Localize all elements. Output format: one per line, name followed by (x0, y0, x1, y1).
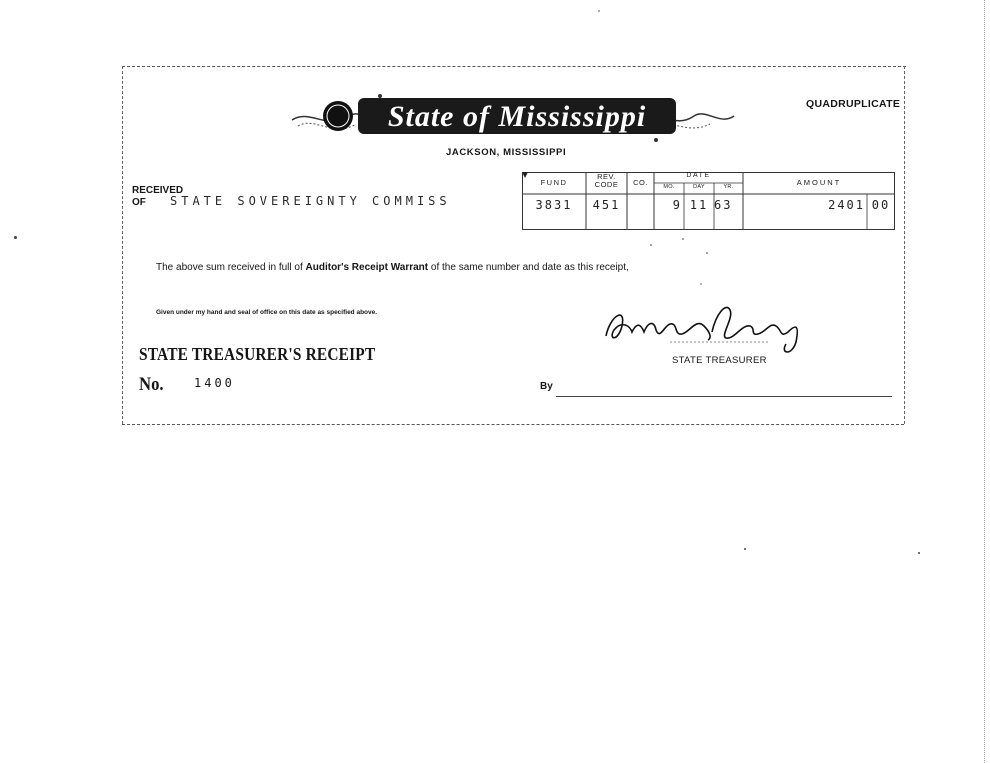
svg-text:State of Mississippi: State of Mississippi (387, 100, 647, 133)
day-value: 11 (689, 198, 709, 212)
year-value: 63 (714, 198, 733, 212)
scan-speck (706, 252, 708, 254)
scan-speck (650, 244, 652, 246)
by-label: By (540, 381, 553, 392)
rev-code-value: 451 (592, 198, 621, 212)
city-label: JACKSON, MISSISSIPPI (446, 147, 567, 158)
fund-value: 3831 (535, 198, 573, 212)
receipt-top-edge (122, 66, 906, 67)
amount-cents-value: 00 (871, 198, 891, 212)
year-header: YR. (723, 184, 734, 190)
statement-suffix: of the same number and date as this receipt, (430, 262, 629, 273)
received-label: RECEIVED (132, 185, 184, 196)
scan-speck (598, 10, 600, 12)
masthead-logo (290, 86, 736, 150)
receipt-right-edge (904, 66, 905, 424)
copy-label: QUADRUPLICATE (806, 98, 901, 110)
scan-speck (918, 552, 920, 554)
amount-dollars-value: 2401 (828, 198, 865, 212)
treasurer-title: STATE TREASURER (672, 355, 767, 366)
scan-speck (744, 548, 746, 550)
of-label: OF (132, 197, 146, 208)
receipt-data-table (522, 172, 895, 230)
statement-bold-phrase: Auditor's Receipt Warrant (305, 262, 429, 273)
statement-prefix: The above sum received in full of (156, 262, 303, 273)
by-signature-line (556, 396, 892, 397)
rev-code-header (586, 173, 627, 189)
rev-code-header-line1: REV. (597, 172, 616, 181)
fund-header: FUND (540, 178, 568, 187)
day-header: DAY (693, 184, 705, 190)
receipt-number-label: No. (139, 374, 164, 395)
date-header: DATE (686, 172, 711, 179)
treasurer-signature (600, 296, 810, 358)
month-header: MO. (663, 184, 675, 190)
scan-speck (14, 236, 17, 239)
given-under-hand-text: Given under my hand and seal of office on this date as specified above. (156, 309, 378, 316)
amount-header: AMOUNT (796, 178, 842, 187)
receipt-number: 1400 (194, 376, 235, 390)
month-value: 9 (672, 198, 682, 212)
receipt-left-edge (122, 66, 123, 424)
rev-code-header-line2: CODE (594, 180, 619, 189)
page-right-edge (984, 0, 985, 763)
scan-speck (700, 283, 702, 285)
payer-name: STATE SOVEREIGNTY COMMISS (170, 194, 451, 208)
receipt-title: STATE TREASURER'S RECEIPT (139, 344, 376, 364)
receipt-bottom-edge (122, 424, 904, 425)
receipt-statement (156, 262, 629, 273)
scan-speck (682, 238, 684, 240)
co-header: CO. (633, 178, 648, 187)
